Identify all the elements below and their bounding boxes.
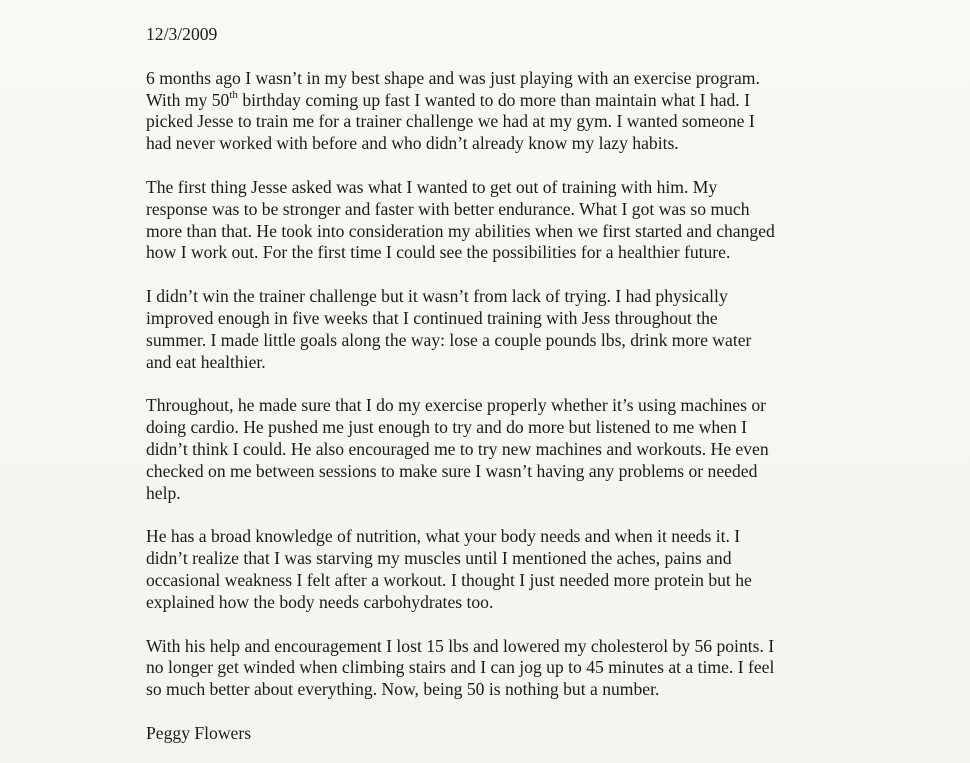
paragraph-line: how I work out. For the first time I could see the possibilities for a healthier future. (146, 242, 731, 263)
paragraph-line: so much better about everything. Now, being 50 is nothing but a number. (146, 679, 660, 700)
paragraph-line: and eat healthier. (146, 351, 266, 372)
paragraph-line: didn’t think I could. He also encouraged me to try new machines and workouts. He even (146, 438, 769, 459)
paragraph-line: response was to be stronger and faster with better endurance. What I got was so much (146, 198, 750, 219)
paragraph-3 (146, 286, 946, 373)
paragraph-line: He has a broad knowledge of nutrition, what your body needs and when it needs it. I (146, 526, 741, 547)
paragraph-1 (146, 68, 946, 155)
paragraph-line: I didn’t win the trainer challenge but it wasn’t from lack of trying. I had physically (146, 286, 728, 307)
paragraph-line: With his help and encouragement I lost 15 lbs and lowered my cholesterol by 56 points. I (146, 635, 775, 656)
paragraph-line: improved enough in five weeks that I continued training with Jess throughout the (146, 307, 718, 328)
letter-body (146, 24, 946, 745)
paragraph-2 (146, 177, 946, 264)
paragraph-line: had never worked with before and who didn’t already know my lazy habits. (146, 133, 679, 154)
letter-date: 12/3/2009 (146, 24, 218, 44)
paragraph-line (146, 90, 946, 112)
paragraph-line: more than that. He took into consideration my abilities when we first started and changed (146, 220, 775, 241)
paragraph-line: explained how the body needs carbohydrates too. (146, 591, 494, 612)
paragraph-line: didn’t realize that I was starving my muscles until I mentioned the aches, pains and (146, 548, 732, 569)
line-text: With my 50 (146, 89, 230, 110)
paragraph-line: help. (146, 482, 181, 503)
paragraph-5 (146, 526, 946, 613)
paragraph-line: occasional weakness I felt after a workout. I thought I just needed more protein but he (146, 569, 752, 590)
paragraph-line: doing cardio. He pushed me just enough to try and do more but listened to me when I (146, 417, 747, 438)
paragraph-line: checked on me between sessions to make sure I wasn’t having any problems or needed (146, 460, 758, 481)
paragraph-line: no longer get winded when climbing stairs and I can jog up to 45 minutes at a time. I feel (146, 657, 775, 678)
signature-name: Peggy Flowers (146, 722, 252, 743)
paragraph-line: 6 months ago I wasn’t in my best shape and was just playing with an exercise program. (146, 67, 760, 88)
paragraph-4 (146, 395, 946, 504)
paragraph-line: picked Jesse to train me for a trainer challenge we had at my gym. I wanted someone I (146, 111, 755, 132)
paragraph-line: Throughout, he made sure that I do my exercise properly whether it’s using machines or (146, 395, 767, 416)
paragraph-6 (146, 636, 946, 701)
paragraph-line: summer. I made little goals along the way: lose a couple pounds lbs, drink more water (146, 329, 752, 350)
line-text: birthday coming up fast I wanted to do more than maintain what I had. I (237, 89, 750, 110)
paragraph-line: The first thing Jesse asked was what I wanted to get out of training with him. My (146, 176, 718, 197)
ordinal-superscript: th (229, 88, 238, 101)
